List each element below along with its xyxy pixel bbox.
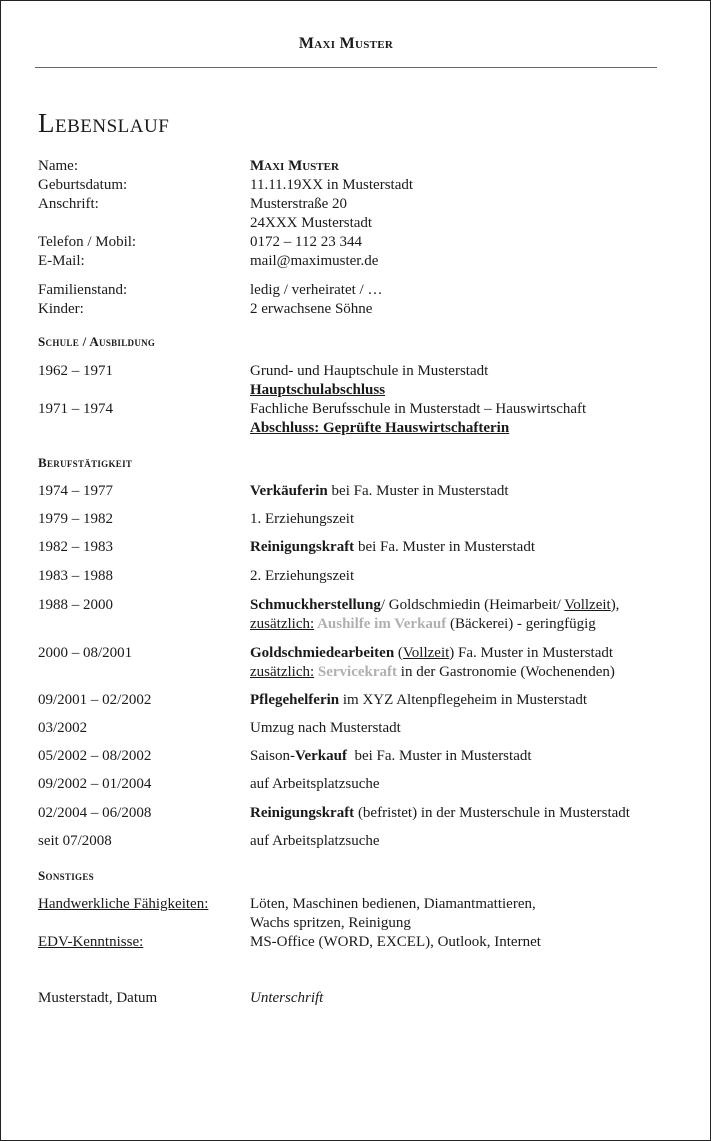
edv-value: MS-Office (WORD, EXCEL), Outlook, Internet (250, 934, 541, 950)
name-label: Name: (38, 158, 78, 174)
career-entry (250, 804, 630, 823)
career-entry: Umzug nach Musterstadt (250, 720, 401, 736)
children-value: 2 erwachsene Söhne (250, 301, 373, 317)
career-period: 09/2002 – 01/2004 (38, 776, 152, 792)
birth-value: 11.11.19XX in Musterstadt (250, 177, 414, 193)
education-degree: Abschluss: Geprüfte Hauswirtschafterin (250, 420, 510, 436)
email-value: mail@maximuster.de (250, 253, 379, 269)
career-role: Goldschmiedearbeiten (250, 645, 395, 661)
birth-label: Geburtsdatum: (38, 177, 128, 193)
skills-line2: Wachs spritzen, Reinigung (250, 915, 411, 931)
phone-label: Telefon / Mobil: (38, 234, 137, 250)
edv-label: EDV-Kenntnisse: (38, 934, 144, 950)
career-role: Schmuckherstellung (250, 597, 381, 613)
children-label: Kinder: (38, 301, 84, 317)
career-detail: in der Gastronomie (Wochenenden) (397, 664, 615, 680)
education-period: 1962 – 1971 (38, 363, 113, 379)
career-detail: bei Fa. Muster in Musterstadt (327, 483, 509, 499)
career-detail: Saison- (250, 748, 295, 764)
header-divider (35, 67, 657, 68)
career-entry: 2. Erziehungszeit (250, 568, 355, 584)
career-role: Verkäuferin (250, 483, 328, 499)
career-period: 1982 – 1983 (38, 539, 113, 555)
career-entry (250, 482, 509, 501)
career-additional-label: zusätzlich: (250, 664, 315, 680)
career-heading: Berufstätigkeit (38, 455, 133, 470)
education-heading: Schule / Ausbildung (38, 334, 156, 349)
education-period: 1971 – 1974 (38, 401, 113, 417)
career-period: 09/2001 – 02/2002 (38, 692, 152, 708)
misc-heading: Sonstiges (38, 868, 94, 883)
name-value: Maxi Muster (250, 158, 339, 174)
email-label: E-Mail: (38, 253, 85, 269)
career-detail-underlined: Vollzeit (564, 597, 611, 613)
place-date: Musterstadt, Datum (38, 990, 158, 1006)
career-additional-label: zusätzlich: (250, 616, 315, 632)
career-role: Reinigungskraft (250, 539, 355, 555)
header-name: Maxi Muster (298, 35, 394, 52)
career-period: 03/2002 (38, 720, 88, 736)
career-entry: auf Arbeitsplatzsuche (250, 833, 380, 849)
career-period: 1974 – 1977 (38, 483, 113, 499)
status-label: Familienstand: (38, 282, 128, 298)
career-entry (250, 538, 535, 557)
career-role: Reinigungskraft (250, 805, 355, 821)
document-title: Lebenslauf (38, 108, 170, 138)
career-detail: / Goldschmiedin (Heimarbeit/ (380, 597, 565, 613)
career-detail: bei Fa. Muster in Musterstadt (354, 539, 536, 555)
career-role: Pflegehelferin (250, 692, 340, 708)
career-entry (250, 747, 532, 766)
career-detail: (Bäckerei) - geringfügig (446, 616, 596, 632)
career-additional-role: Servicekraft (314, 664, 398, 680)
career-period: 1983 – 1988 (38, 568, 113, 584)
career-entry (250, 644, 613, 663)
education-degree: Hauptschulabschluss (250, 382, 386, 398)
career-entry-line2 (250, 663, 615, 682)
career-period: 02/2004 – 06/2008 (38, 805, 152, 821)
career-detail: ( (394, 645, 403, 661)
career-entry: auf Arbeitsplatzsuche (250, 776, 380, 792)
career-detail: ), (610, 597, 620, 613)
career-entry (250, 691, 587, 710)
career-period: 2000 – 08/2001 (38, 645, 133, 661)
address-label: Anschrift: (38, 196, 99, 212)
signature: Unterschrift (250, 990, 324, 1006)
education-line: Fachliche Berufsschule in Musterstadt – Hauswirtschaft (250, 401, 587, 417)
status-value: ledig / verheiratet / … (250, 282, 383, 298)
career-role: Verkauf (295, 748, 347, 764)
career-additional-role: Aushilfe im Verkauf (314, 616, 447, 632)
career-period: 05/2002 – 08/2002 (38, 748, 152, 764)
career-detail: bei Fa. Muster in Musterstadt (346, 748, 532, 764)
career-detail: ) Fa. Muster in Musterstadt (449, 645, 614, 661)
career-entry: 1. Erziehungszeit (250, 511, 355, 527)
career-detail: im XYZ Altenpflegeheim in Musterstadt (339, 692, 588, 708)
address-line1: Musterstraße 20 (250, 196, 348, 212)
career-period: 1979 – 1982 (38, 511, 113, 527)
education-line: Grund- und Hauptschule in Musterstadt (250, 363, 489, 379)
phone-value: 0172 – 112 23 344 (250, 234, 362, 250)
career-detail: (befristet) in der Musterschule in Musterstadt (354, 805, 630, 821)
career-detail-underlined: Vollzeit (402, 645, 450, 661)
skills-line1: Löten, Maschinen bedienen, Diamantmattieren, (250, 896, 536, 912)
career-period: seit 07/2008 (38, 833, 112, 849)
skills-label: Handwerkliche Fähigkeiten: (38, 896, 209, 912)
address-line2: 24XXX Musterstadt (250, 215, 373, 231)
career-entry-line2 (250, 615, 596, 634)
career-entry (250, 596, 619, 615)
career-period: 1988 – 2000 (38, 597, 113, 613)
